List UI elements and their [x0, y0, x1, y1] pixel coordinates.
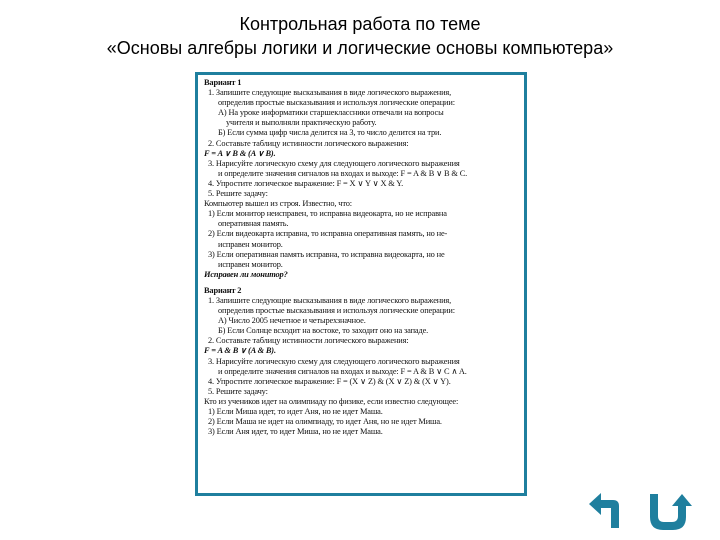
document-line: Кто из учеников идет на олимпиаду по физике, если известно следующее:	[204, 396, 459, 406]
title-line-1: Контрольная работа по теме	[239, 14, 481, 34]
document-line: F = A & B ∨ (A & B).	[204, 346, 276, 356]
document-line: 3) Если Аня идет, то идет Миша, но не идет Маша.	[208, 427, 383, 437]
document-line: 2. Составьте таблицу истинности логического выражения:	[208, 336, 409, 346]
document-line: 1. Запишите следующие высказывания в виде логического выражения,	[208, 295, 452, 305]
document-line: А) Число 2005 нечетное и четырехзначное.	[218, 316, 366, 326]
document-line: и определите значения сигналов на входах и выходе: F = A & B ∨ B & C.	[218, 168, 468, 178]
document-line: 3. Нарисуйте логическую схему для следующего логического выражения	[208, 356, 460, 366]
document-line: 4. Упростите логическое выражение: F = (X ∨ Z) & (X ∨ Z) & (X ∨ Y).	[208, 376, 451, 386]
document-line: 3. Нарисуйте логическую схему для следующего логического выражения	[208, 158, 460, 168]
document-line: Б) Если сумма цифр числа делится на 3, то число делится на три.	[218, 128, 442, 138]
document-line: 5. Решите задачу:	[208, 189, 268, 199]
document-line: оперативная память.	[218, 219, 289, 229]
document-line: 5. Решите задачу:	[208, 386, 268, 396]
forward-button[interactable]	[646, 490, 694, 532]
back-button[interactable]	[585, 490, 633, 532]
document-line: 2) Если видеокарта исправна, то исправна оперативная память, но не-	[208, 229, 448, 239]
document-line: Б) Если Солнце всходит на востоке, то заходит оно на западе.	[218, 326, 429, 336]
scanned-document	[195, 72, 527, 496]
document-line: определив простые высказывания и используя логические операции:	[218, 98, 455, 108]
document-line: определив простые высказывания и используя логические операции:	[218, 306, 455, 316]
variant-1-body	[204, 88, 520, 280]
slide-title	[0, 12, 720, 60]
return-arrow-icon	[585, 490, 633, 532]
document-line: 2) Если Маша не идет на олимпиаду, то идет Аня, но не идет Миша.	[208, 417, 442, 427]
document-line: исправен монитор.	[218, 239, 283, 249]
document-line: исправен монитор.	[218, 259, 283, 269]
document-line: Исправен ли монитор?	[204, 269, 288, 279]
variant-2-body	[204, 296, 520, 437]
u-turn-arrow-icon	[646, 490, 694, 532]
document-line: 2. Составьте таблицу истинности логического выражения:	[208, 138, 409, 148]
document-line: 4. Упростите логическое выражение: F = X ∨ Y ∨ X & Y.	[208, 178, 404, 188]
document-line: 1. Запишите следующие высказывания в виде логического выражения,	[208, 88, 452, 98]
document-line: и определите значения сигналов на входах и выходе: F = A & B ∨ C ∧ A.	[218, 366, 467, 376]
title-line-2: «Основы алгебры логики и логические основы компьютера»	[106, 38, 614, 58]
variant-1-heading: Вариант 1	[204, 78, 242, 87]
document-line: 1) Если Миша идет, то идет Аня, но не идет Маша.	[208, 407, 383, 416]
document-text	[204, 78, 520, 437]
document-line: 1) Если монитор неисправен, то исправна видеокарта, но не исправна	[208, 209, 447, 219]
document-line: А) На уроке информатики старшеклассники отвечали на вопросы	[218, 108, 444, 118]
document-line: F = A ∨ B & (A ∨ B).	[204, 148, 276, 158]
document-line: учителя и выполняли практическую работу.	[226, 118, 377, 128]
variant-2-heading: Вариант 2	[204, 285, 242, 295]
document-line: 3) Если оперативная память исправна, то исправна видеокарта, но не	[208, 249, 445, 259]
document-line: Компьютер вышел из строя. Известно, что:	[204, 199, 352, 209]
